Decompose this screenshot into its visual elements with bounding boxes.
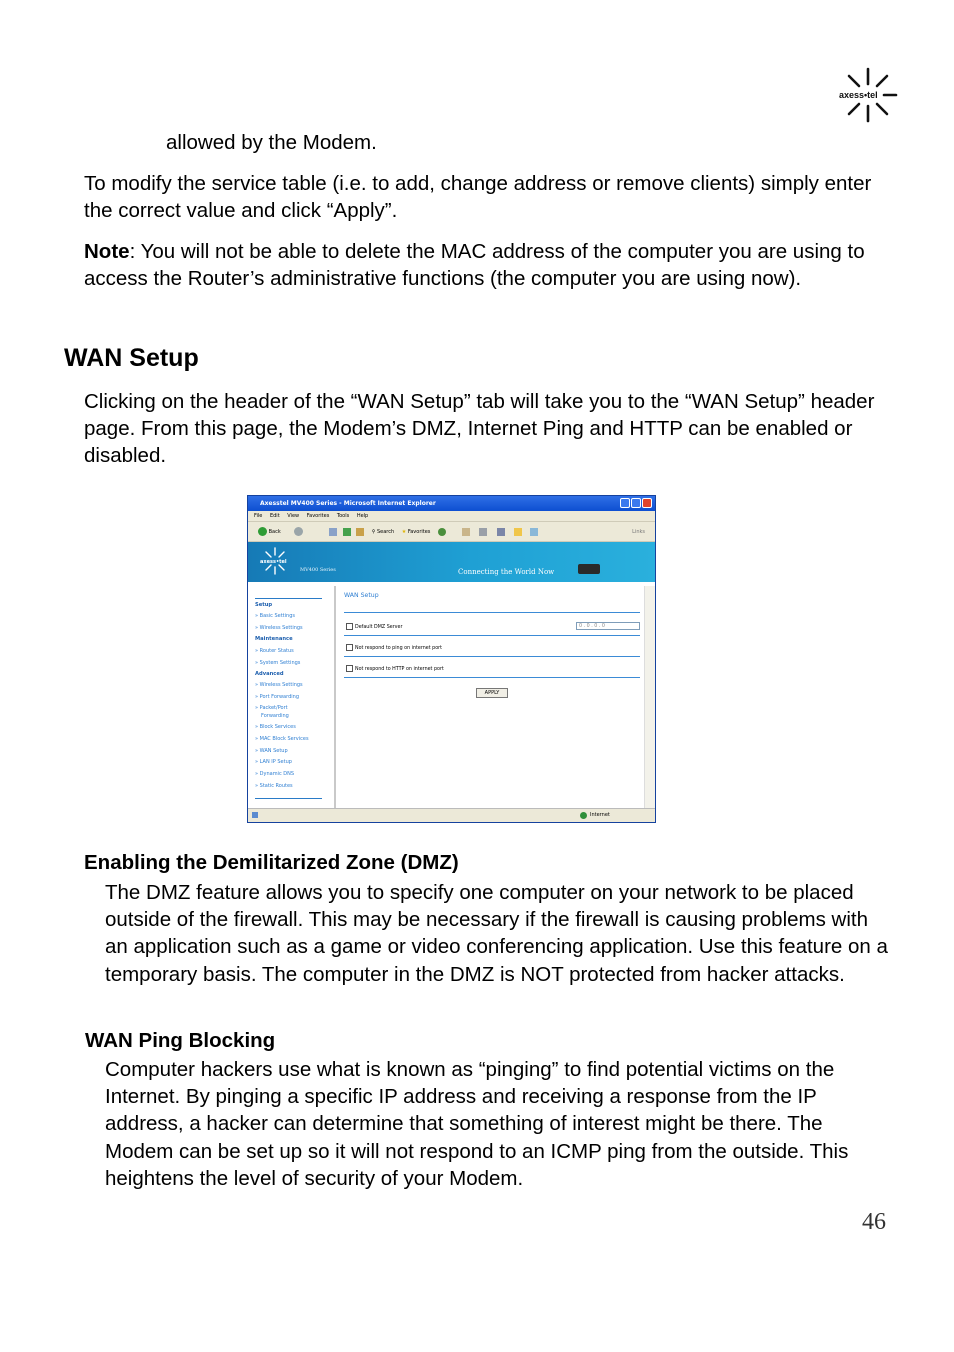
browser-toolbar xyxy=(248,522,655,542)
dmz-label: Default DMZ Server xyxy=(355,625,403,630)
window-title: Axesstel MV400 Series - Microsoft Internet Explorer xyxy=(260,500,436,507)
menu-tools: Tools xyxy=(336,513,350,519)
folder-icon xyxy=(514,528,522,536)
links-label: Links xyxy=(632,529,645,535)
content-rule xyxy=(344,656,640,657)
search-label: Search xyxy=(376,529,395,535)
menu-file: File xyxy=(254,513,263,519)
home-icon xyxy=(356,528,364,536)
http-checkbox xyxy=(346,665,353,672)
sidebar-section-maintenance: Maintenance xyxy=(255,636,293,642)
http-row xyxy=(346,665,444,672)
section-intro: Clicking on the header of the “WAN Setup” tab will take you to the “WAN Setup” header page. From this page, the Modem’s DMZ, Internet Ping and HTTP can be enabled or disabled. xyxy=(84,390,875,468)
sidebar-item-system-settings: » System Settings xyxy=(255,660,301,666)
starburst-logo-icon xyxy=(838,66,898,124)
note-paragraph xyxy=(84,238,889,292)
section-heading: WAN Setup xyxy=(64,344,199,372)
sidebar-divider-bottom xyxy=(255,798,322,799)
ping-checkbox xyxy=(346,644,353,651)
content-rule xyxy=(344,612,640,613)
sidebar-section-setup: Setup xyxy=(255,602,273,608)
stop-icon xyxy=(329,528,337,536)
page-number: 46 xyxy=(862,1209,886,1235)
print-icon xyxy=(479,528,487,536)
dmz-row xyxy=(346,623,402,630)
media-icon xyxy=(438,528,446,536)
menu-favorites: Favorites xyxy=(306,513,330,519)
content-rule xyxy=(344,635,640,636)
minimize-icon xyxy=(620,498,630,508)
back-icon xyxy=(258,527,267,536)
router-sidebar xyxy=(248,586,336,808)
axesstel-logo xyxy=(838,66,898,124)
close-icon xyxy=(642,498,652,508)
edit-icon xyxy=(497,528,505,536)
sidebar-item-adv-wireless: » Wireless Settings xyxy=(255,682,303,688)
sidebar-item-wan-setup: » WAN Setup xyxy=(255,748,288,754)
ping-label: Not respond to ping on internet port xyxy=(355,646,442,651)
modify-paragraph: To modify the service table (i.e. to add, change address or remove clients) simply enter the correct value and click “Apply”. xyxy=(84,172,872,223)
ping-row xyxy=(346,644,442,651)
sidebar-item-lan-ip: » LAN IP Setup xyxy=(255,759,292,765)
logo-text: axess•tel xyxy=(839,90,878,100)
menu-edit: Edit xyxy=(269,513,280,519)
internet-zone-icon xyxy=(580,812,587,819)
sidebar-item-static-routes: » Static Routes xyxy=(255,783,293,789)
favorites-icon: ★ xyxy=(401,529,407,535)
banner-series: MV400 Series xyxy=(300,567,336,573)
sidebar-item-mac-block: » MAC Block Services xyxy=(255,736,309,742)
dmz-heading: Enabling the Demilitarized Zone (DMZ) xyxy=(84,851,459,874)
scrollbar xyxy=(644,586,655,808)
maximize-icon xyxy=(631,498,641,508)
sidebar-divider xyxy=(255,598,322,599)
menu-help: Help xyxy=(356,513,369,519)
browser-screenshot xyxy=(247,495,656,823)
sidebar-item-port-forwarding: » Port Forwarding xyxy=(255,694,299,700)
banner-tagline: Connecting the World Now xyxy=(458,568,555,576)
sidebar-item-wireless-settings: » Wireless Settings xyxy=(255,625,303,631)
sidebar-item-block-services: » Block Services xyxy=(255,724,296,730)
refresh-icon xyxy=(343,528,351,536)
status-bar xyxy=(248,808,655,822)
dmz-checkbox xyxy=(346,623,353,630)
back-label: Back xyxy=(268,529,281,535)
sidebar-item-basic-settings: » Basic Settings xyxy=(255,613,295,619)
forward-icon xyxy=(294,527,303,536)
menu-bar xyxy=(248,511,655,522)
sidebar-section-advanced: Advanced xyxy=(255,671,284,677)
zone-label: Internet xyxy=(590,812,610,818)
router-image-icon xyxy=(578,564,600,574)
ping-paragraph: Computer hackers use what is known as “pinging” to find potential victims on the Internet. By pinging a specific IP address and receiving a response from the IP address, a hacker can determine that something of interest might be there. The Modem can be set up so it will not respond to an ICMP ping from the outside. This heightens the level of security of your Modem. xyxy=(105,1058,849,1190)
favorites-label: Favorites xyxy=(407,529,431,535)
sidebar-item-router-status: » Router Status xyxy=(255,648,294,654)
http-label: Not respond to HTTP on internet port xyxy=(355,667,444,672)
page-icon xyxy=(252,812,258,818)
router-banner xyxy=(248,542,655,582)
note-label: Note xyxy=(84,240,130,263)
note-text: : You will not be able to delete the MAC address of the computer you are using to access the Router’s administrative functions (the computer you are using now). xyxy=(84,240,865,291)
mail-icon xyxy=(462,528,470,536)
content-rule xyxy=(344,677,640,678)
sidebar-item-dynamic-dns: » Dynamic DNS xyxy=(255,771,295,777)
sidebar-item-packet-port: » Packet/Port xyxy=(255,705,288,711)
window-titlebar xyxy=(248,496,655,511)
ping-heading: WAN Ping Blocking xyxy=(85,1029,276,1052)
banner-brand: axess•tel xyxy=(260,559,287,565)
dmz-ip-field: 0 . 0 . 0 . 0 xyxy=(576,622,640,630)
sidebar-item-packet-port-cont: Forwarding xyxy=(261,713,289,719)
menu-view: View xyxy=(287,513,300,519)
continuation-text: allowed by the Modem. xyxy=(166,131,377,154)
router-content xyxy=(338,586,644,808)
dmz-paragraph: The DMZ feature allows you to specify one computer on your network to be placed outside of the firewall. This may be necessary if the firewall is causing problems with an application such as a game or video conferencing application. Use this feature on a temporary basis. The computer in the DMZ is NOT protected from hacker attacks. xyxy=(105,881,888,986)
apply-button: APPLY xyxy=(476,688,508,698)
messenger-icon xyxy=(530,528,538,536)
content-title: WAN Setup xyxy=(344,592,379,599)
search-icon: ⚲ xyxy=(371,529,376,535)
